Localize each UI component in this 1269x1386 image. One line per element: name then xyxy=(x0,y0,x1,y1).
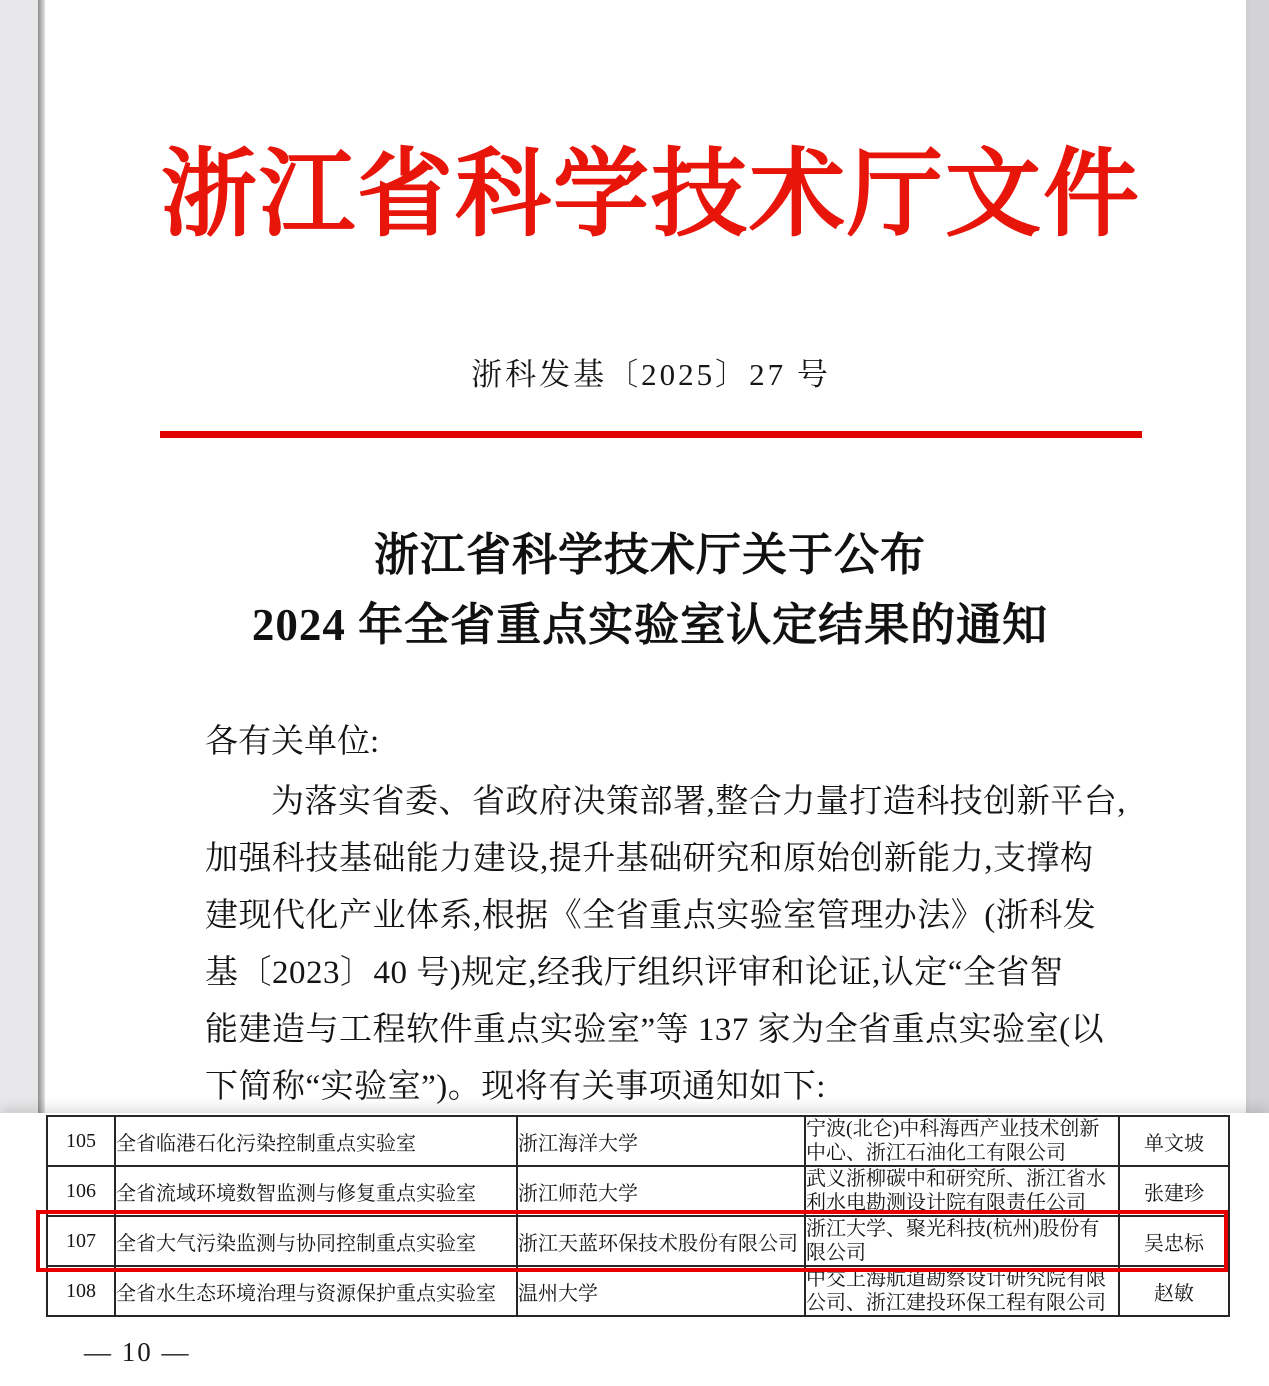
cell-lab-name: 全省临港石化污染控制重点实验室 xyxy=(115,1116,517,1166)
labs-table-section xyxy=(0,1113,1269,1386)
cell-row-number: 105 xyxy=(47,1116,115,1166)
table-row xyxy=(47,1266,1229,1316)
paragraph-line: 建现代化产业体系,根据《全省重点实验室管理办法》(浙科发 xyxy=(205,898,1097,934)
cell-institution: 浙江天蓝环保技术股份有限公司 xyxy=(517,1216,805,1266)
page-number: — 10 — xyxy=(84,1337,191,1367)
cell-partners: 浙江大学、聚光科技(杭州)股份有限公司 xyxy=(805,1216,1119,1266)
paragraph-line: 为落实省委、省政府决策部署,整合力量打造科技创新平台, xyxy=(271,784,1126,820)
masthead-title: 浙江省科学技术厅文件 xyxy=(161,141,1141,248)
cell-institution: 浙江海洋大学 xyxy=(517,1116,805,1166)
cell-row-number: 106 xyxy=(47,1166,115,1216)
cell-partners: 中交上海航道勘察设计研究院有限公司、浙江建投环保工程有限公司 xyxy=(805,1266,1119,1316)
cell-lab-name: 全省流域环境数智监测与修复重点实验室 xyxy=(115,1166,517,1216)
cell-row-number: 107 xyxy=(47,1216,115,1266)
page-edge-left-shadow xyxy=(38,0,45,1113)
table-row xyxy=(47,1166,1229,1216)
paragraph-line: 能建造与工程软件重点实验室”等 137 家为全省重点实验室(以 xyxy=(205,1012,1105,1048)
labs-table xyxy=(46,1115,1230,1317)
page-edge-left xyxy=(0,0,38,1113)
cell-institution: 温州大学 xyxy=(517,1266,805,1316)
cell-partners: 宁波(北仑)中科海西产业技术创新中心、浙江石油化工有限公司 xyxy=(805,1116,1119,1166)
body-paragraph xyxy=(205,774,1126,1116)
page-edge-right xyxy=(1249,0,1269,1113)
notice-title-line1: 浙江省科学技术厅关于公布 xyxy=(373,530,926,580)
salutation: 各有关单位: xyxy=(205,724,380,760)
cell-director: 赵敏 xyxy=(1119,1266,1229,1316)
cell-partners: 武义浙柳碳中和研究所、浙江省水利水电勘测设计院有限责任公司 xyxy=(805,1166,1119,1216)
paragraph-line: 基〔2023〕40 号)规定,经我厅组织评审和论证,认定“全省智 xyxy=(205,955,1064,991)
paragraph-line: 加强科技基础能力建设,提升基础研究和原始创新能力,支撑构 xyxy=(205,841,1094,877)
cell-row-number: 108 xyxy=(47,1266,115,1316)
cell-lab-name: 全省大气污染监测与协同控制重点实验室 xyxy=(115,1216,517,1266)
notice-title xyxy=(130,520,1170,660)
cell-director: 张建珍 xyxy=(1119,1166,1229,1216)
cell-institution: 浙江师范大学 xyxy=(517,1166,805,1216)
cell-director: 吴忠标 xyxy=(1119,1216,1229,1266)
doc-number: 浙科发基〔2025〕27 号 xyxy=(471,357,831,392)
cell-director: 单文坡 xyxy=(1119,1116,1229,1166)
cell-lab-name: 全省水生态环境治理与资源保护重点实验室 xyxy=(115,1266,517,1316)
table-row xyxy=(47,1116,1229,1166)
red-divider-rule xyxy=(160,431,1142,438)
table-row-highlighted xyxy=(47,1216,1229,1266)
notice-title-line2: 2024 年全省重点实验室认定结果的通知 xyxy=(251,600,1049,650)
paragraph-line: 下简称“实验室”)。现将有关事项通知如下: xyxy=(205,1069,826,1105)
